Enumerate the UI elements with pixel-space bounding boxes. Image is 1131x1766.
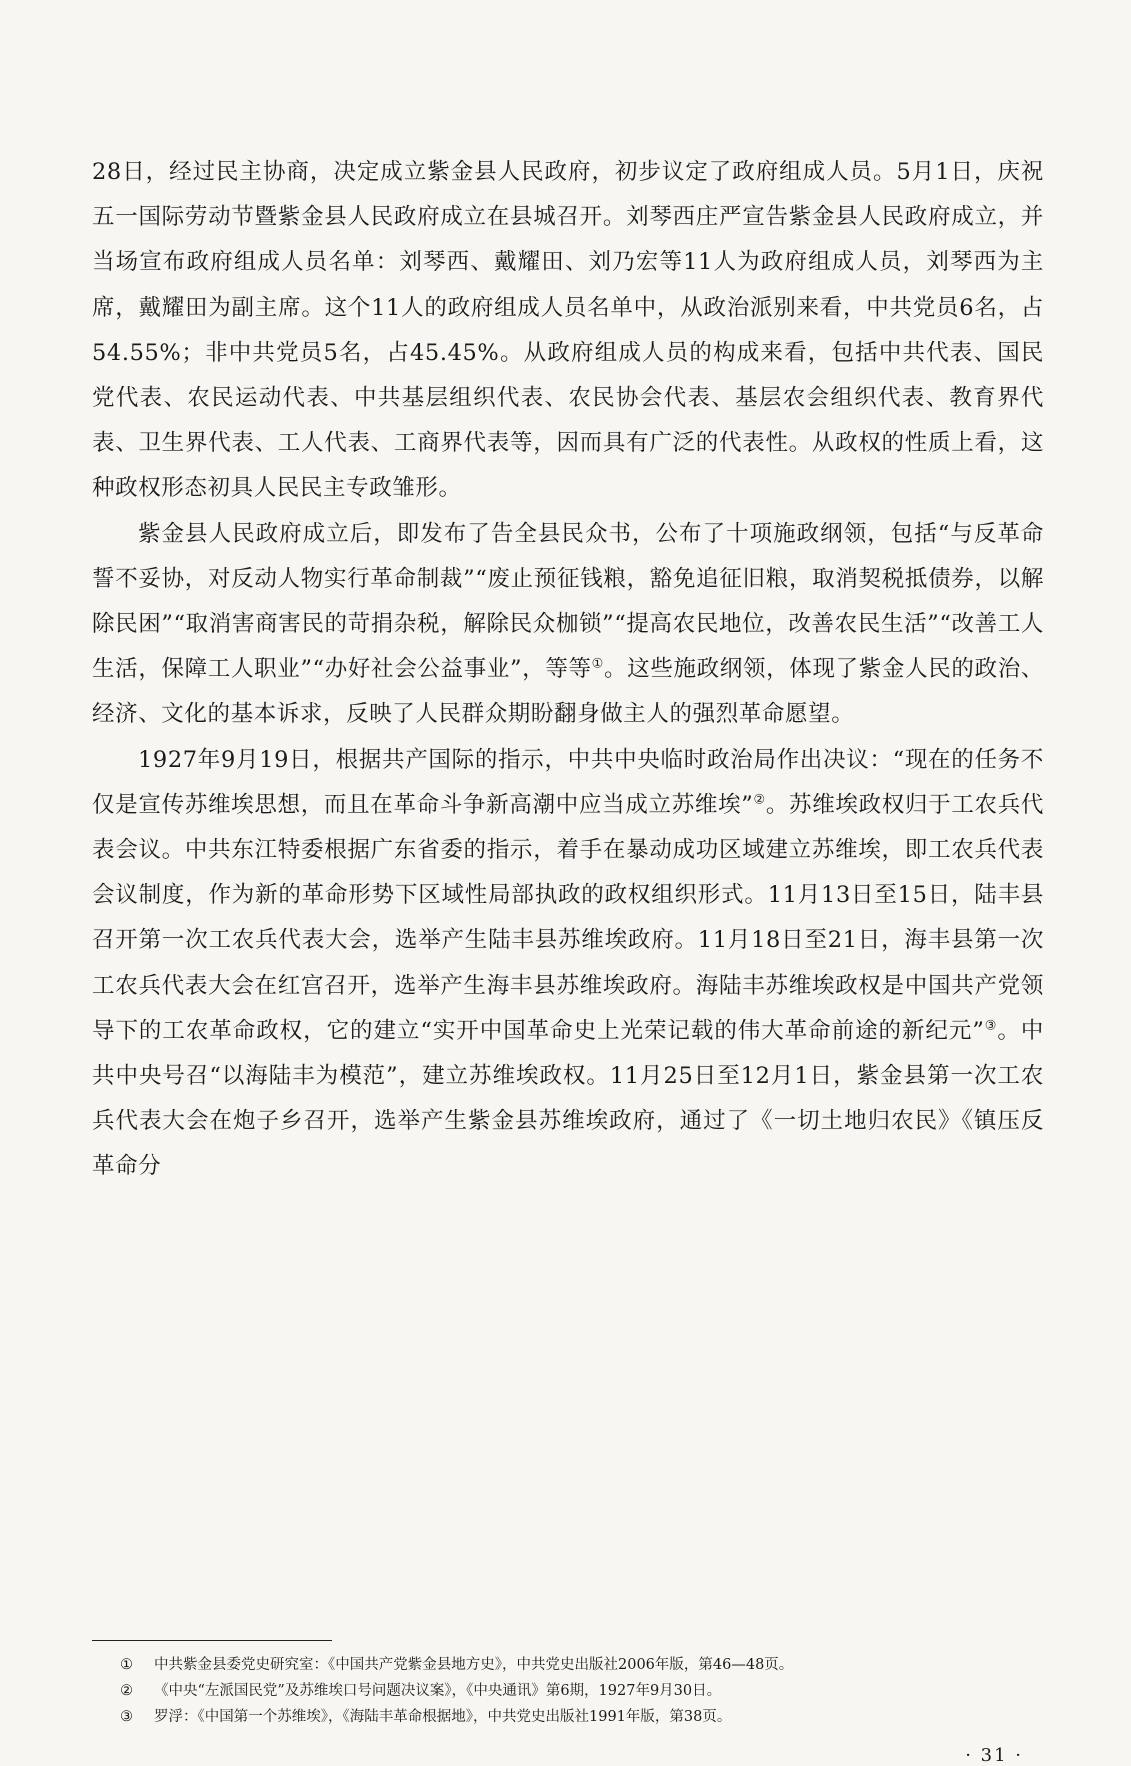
- footnote: [92, 1704, 1044, 1730]
- paragraph-text: 。这些施政纲领，体现了紫金人民的政治、经济、文化的基本诉求，反映了人民群众期盼翻身做主人的强烈革命愿望。: [92, 656, 1045, 728]
- footnote: [92, 1678, 1044, 1704]
- footnote: [92, 1652, 1044, 1678]
- footnote-mark: ③: [120, 1709, 133, 1725]
- footnote-mark: ②: [120, 1683, 133, 1699]
- paragraph: [92, 738, 1044, 1190]
- paragraph-text: 1927年9月19日，根据共产国际的指示，中共中央临时政治局作出决议：“现在的任务不仅是宣传苏维埃思想，而且在革命斗争新高潮中应当成立苏维埃”: [92, 746, 1044, 818]
- footnote-text: 中共紫金县委党史研究室：《中国共产党紫金县地方史》，中共党史出版社2006年版，第46—48页。: [154, 1657, 794, 1673]
- paragraph-text: 紫金县人民政府成立后，即发布了告全县民众书，公布了十项施政纲领，包括“与反革命誓不妥协，对反动人物实行革命制裁”“废止预征钱粮，豁免追征旧粮，取消契税抵债券，以解除民困”“取消害商害民的苛捐杂税，解除民众枷锁”“提高农民地位，改善农民生活”“改善工人生活，保障工人职业”“办好社会公益事业”，等等: [92, 520, 1044, 683]
- footnote-divider: [92, 1640, 332, 1641]
- footnote-text: 罗浮：《中国第一个苏维埃》，《海陆丰革命根据地》，中共党史出版社1991年版，第38页。: [154, 1709, 732, 1725]
- paragraph-text: 28日，经过民主协商，决定成立紫金县人民政府，初步议定了政府组成人员。5月1日，庆祝五一国际劳动节暨紫金县人民政府成立在县城召开。刘琴西庄严宣告紫金县人民政府成立，并当场宣布政府组成人员名单：刘琴西、戴耀田、刘乃宏等11人为政府组成人员，刘琴西为主席，戴耀田为副主席。这个11人的政府组成人员名单中，从政治派别来看，中共党员6名，占54.55%；非中共党员5名，占45.45%。从政府组成人员的构成来看，包括中共代表、国民党代表、农民运动代表、中共基层组织代表、农民协会代表、基层农会组织代表、教育界代表、卫生界代表、工人代表、工商界代表等，因而具有广泛的代表性。从政权的性质上看，这种政权形态初具人民民主专政雏形。: [92, 159, 1044, 502]
- footnote-reference: ①: [591, 656, 604, 672]
- page-body: [92, 150, 1044, 1190]
- footnote-reference: ②: [753, 792, 766, 808]
- paragraph: [92, 150, 1044, 512]
- footnote-reference: ③: [984, 1018, 998, 1034]
- footnotes: [92, 1652, 1044, 1730]
- paragraph-text: 。苏维埃政权归于工农兵代表会议。中共东江特委根据广东省委的指示，着手在暴动成功区域建立苏维埃，即工农兵代表会议制度，作为新的革命形势下区域性局部执政的政权组织形式。11月13日至15日，陆丰县召开第一次工农兵代表大会，选举产生陆丰县苏维埃政府。11月18日至21日，海丰县第一次工农兵代表大会在红宫召开，选举产生海丰县苏维埃政府。海陆丰苏维埃政权是中国共产党领导下的工农革命政权，它的建立“实开中国革命史上光荣记载的伟大革命前途的新纪元”: [92, 791, 1045, 1044]
- paragraph: [92, 512, 1044, 738]
- footnote-text: 《中央“左派国民党”及苏维埃口号问题决议案》，《中央通讯》第6期，1927年9月30日。: [154, 1683, 722, 1699]
- paragraph-text: 。中共中央号召“以海陆丰为模范”，建立苏维埃政权。11月25日至12月1日，紫金县第一次工农兵代表大会在炮子乡召开，选举产生紫金县苏维埃政府，通过了《一切土地归农民》《镇压反革命分: [92, 1017, 1044, 1180]
- footnote-mark: ①: [120, 1657, 133, 1673]
- page-number: · 31 ·: [965, 1745, 1023, 1766]
